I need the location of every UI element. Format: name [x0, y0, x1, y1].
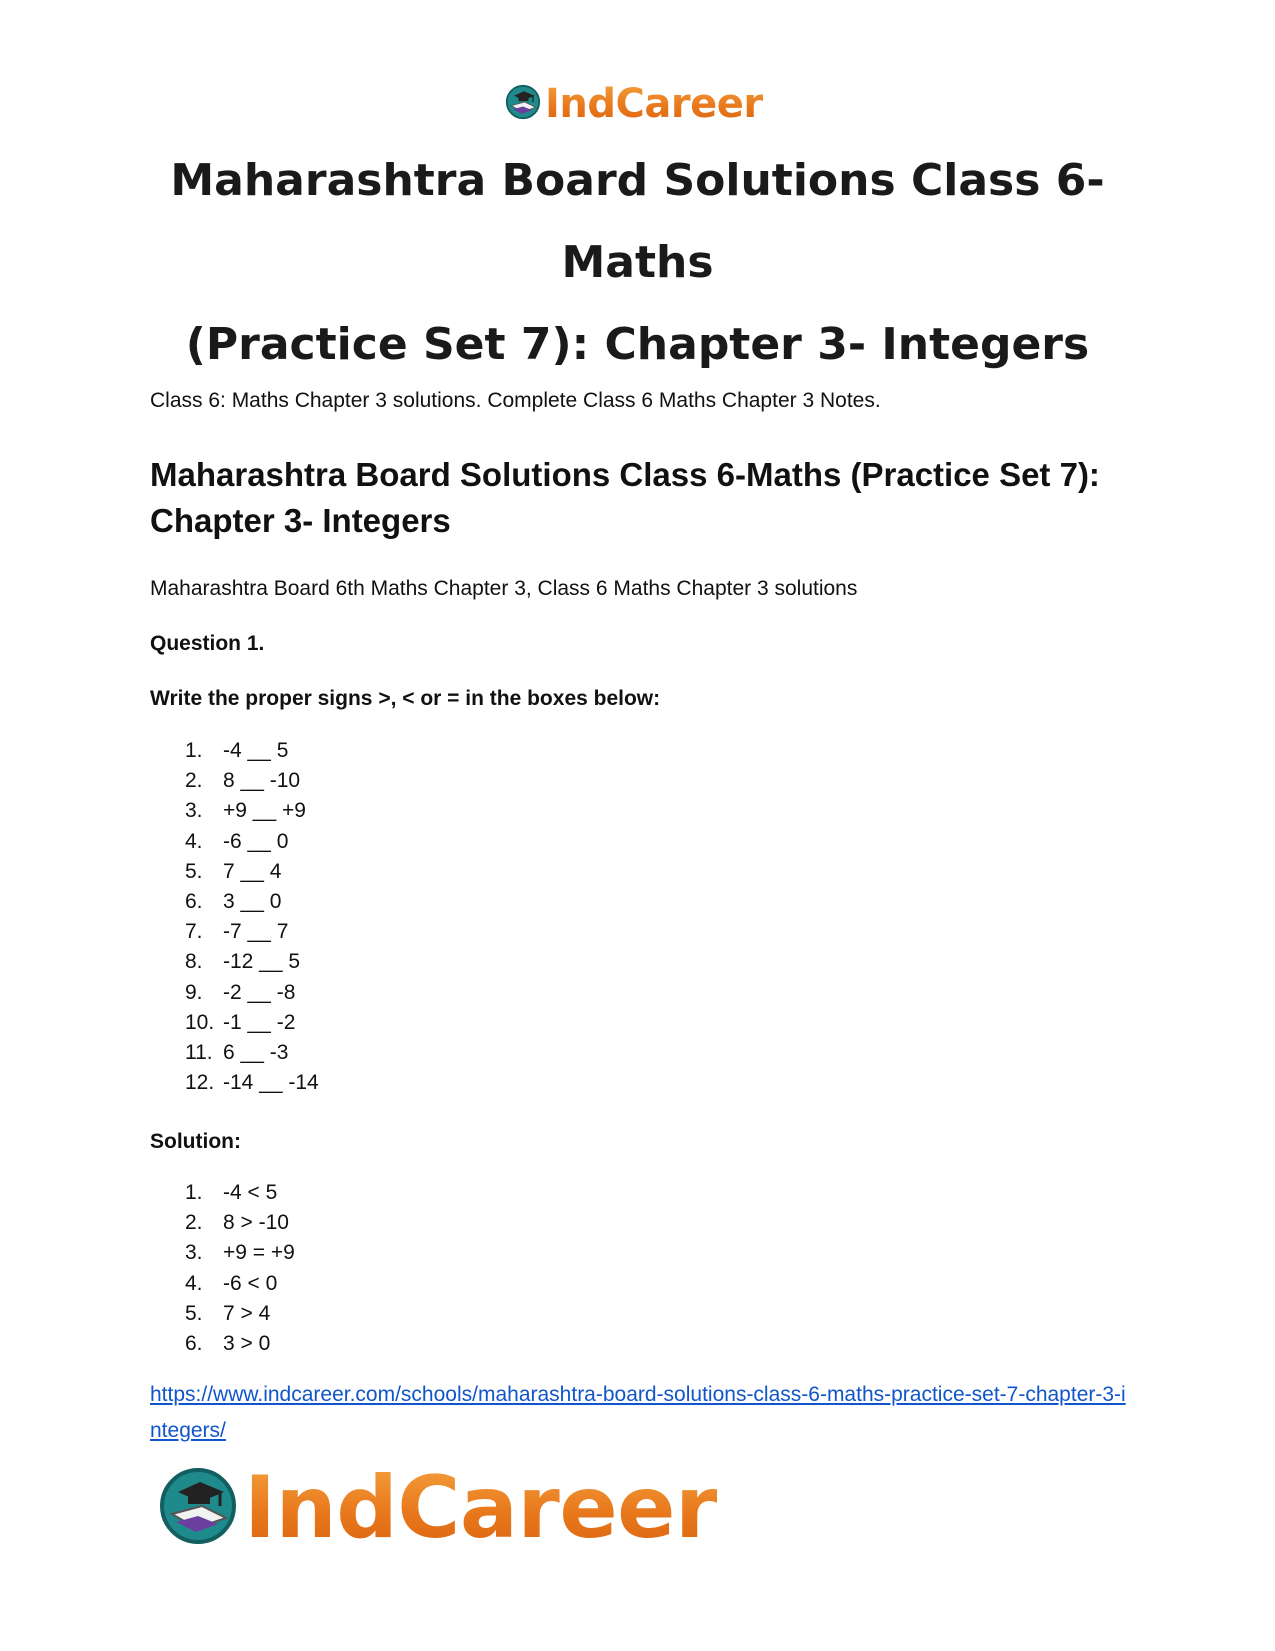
list-item-text: -7 __ 7: [223, 920, 289, 944]
list-item-text: -1 __ -2: [223, 1010, 296, 1034]
list-item-number: 7.: [185, 920, 203, 944]
source-link[interactable]: https://www.indcareer.com/schools/maharashtra-board-solutions-class-6-maths-practice-set-7-chapter-3-integers/: [150, 1383, 1126, 1442]
list-item: [185, 766, 319, 796]
question-text: Write the proper signs >, < or = in the boxes below:: [150, 687, 661, 710]
list-item-number: 5.: [185, 1301, 203, 1325]
list-item-text: 3 __ 0: [223, 889, 282, 913]
list-item-text: 7 > 4: [223, 1301, 271, 1325]
list-item-number: 3.: [185, 799, 203, 823]
list-item: [185, 827, 319, 857]
list-item-text: +9 __ +9: [223, 799, 306, 823]
list-item-number: 11.: [185, 1040, 213, 1064]
list-item: [185, 1329, 295, 1359]
list-item-text: 7 __ 4: [223, 859, 282, 883]
list-item: [185, 1038, 319, 1068]
list-item: [185, 1269, 295, 1299]
page-title-line-1: Maharashtra Board Solutions Class 6-Maths: [170, 155, 1105, 288]
list-item-number: 5.: [185, 859, 203, 883]
graduation-globe-icon: [158, 1466, 238, 1551]
list-item-number: 12.: [185, 1071, 215, 1095]
list-item-number: 3.: [185, 1241, 203, 1265]
list-item: [185, 887, 319, 917]
list-item-text: -2 __ -8: [223, 980, 296, 1004]
list-item: [185, 1299, 295, 1329]
list-item-number: 10.: [185, 1010, 215, 1034]
list-item-number: 2.: [185, 1211, 203, 1235]
list-item: [185, 1238, 295, 1268]
list-item: [185, 917, 319, 947]
footer-logo-text: IndCareer: [244, 1458, 717, 1558]
list-item-number: 1.: [185, 739, 203, 762]
intro-text: Class 6: Maths Chapter 3 solutions. Complete Class 6 Maths Chapter 3 Notes.: [150, 389, 881, 412]
list-item: [185, 857, 319, 887]
list-item-text: +9 = +9: [223, 1241, 295, 1265]
list-item: [185, 1178, 295, 1208]
list-item-number: 4.: [185, 1271, 203, 1295]
list-item-text: -4 __ 5: [223, 739, 289, 762]
list-item-text: 6 __ -3: [223, 1040, 289, 1064]
list-item-number: 9.: [185, 980, 203, 1004]
footer-logo: [158, 1458, 717, 1558]
question-list: [185, 736, 319, 1098]
list-item-number: 1.: [185, 1181, 203, 1204]
page-title: [130, 140, 1145, 386]
list-item-number: 8.: [185, 950, 203, 974]
list-item-number: 6.: [185, 889, 203, 913]
page-title-line-2: (Practice Set 7): Chapter 3- Integers: [185, 319, 1090, 370]
list-item-number: 6.: [185, 1331, 203, 1355]
list-item-text: -4 < 5: [223, 1181, 278, 1204]
list-item-text: 3 > 0: [223, 1331, 271, 1355]
subline-text: Maharashtra Board 6th Maths Chapter 3, Class 6 Maths Chapter 3 solutions: [150, 577, 858, 600]
question-label: Question 1.: [150, 632, 265, 655]
list-item-text: -6 __ 0: [223, 829, 289, 853]
list-item-number: 4.: [185, 829, 203, 853]
list-item: [185, 796, 319, 826]
list-item-text: 8 __ -10: [223, 769, 301, 793]
list-item-text: -12 __ 5: [223, 950, 301, 974]
list-item: [185, 947, 319, 977]
list-item-text: -6 < 0: [223, 1271, 278, 1295]
section-heading: Maharashtra Board Solutions Class 6-Maths (Practice Set 7): Chapter 3- Integers: [150, 456, 1100, 539]
list-item: [185, 1208, 295, 1238]
list-item-number: 2.: [185, 769, 203, 793]
list-item: [185, 978, 319, 1008]
header-logo: [505, 80, 763, 128]
solution-label: Solution:: [150, 1130, 241, 1153]
graduation-globe-icon: [505, 84, 541, 125]
header-logo-text: IndCareer: [545, 81, 763, 127]
list-item: [185, 1068, 319, 1098]
list-item-text: -14 __ -14: [223, 1071, 319, 1095]
list-item-text: 8 > -10: [223, 1211, 289, 1235]
list-item: [185, 1008, 319, 1038]
list-item: [185, 736, 319, 766]
solution-list: [185, 1178, 295, 1359]
